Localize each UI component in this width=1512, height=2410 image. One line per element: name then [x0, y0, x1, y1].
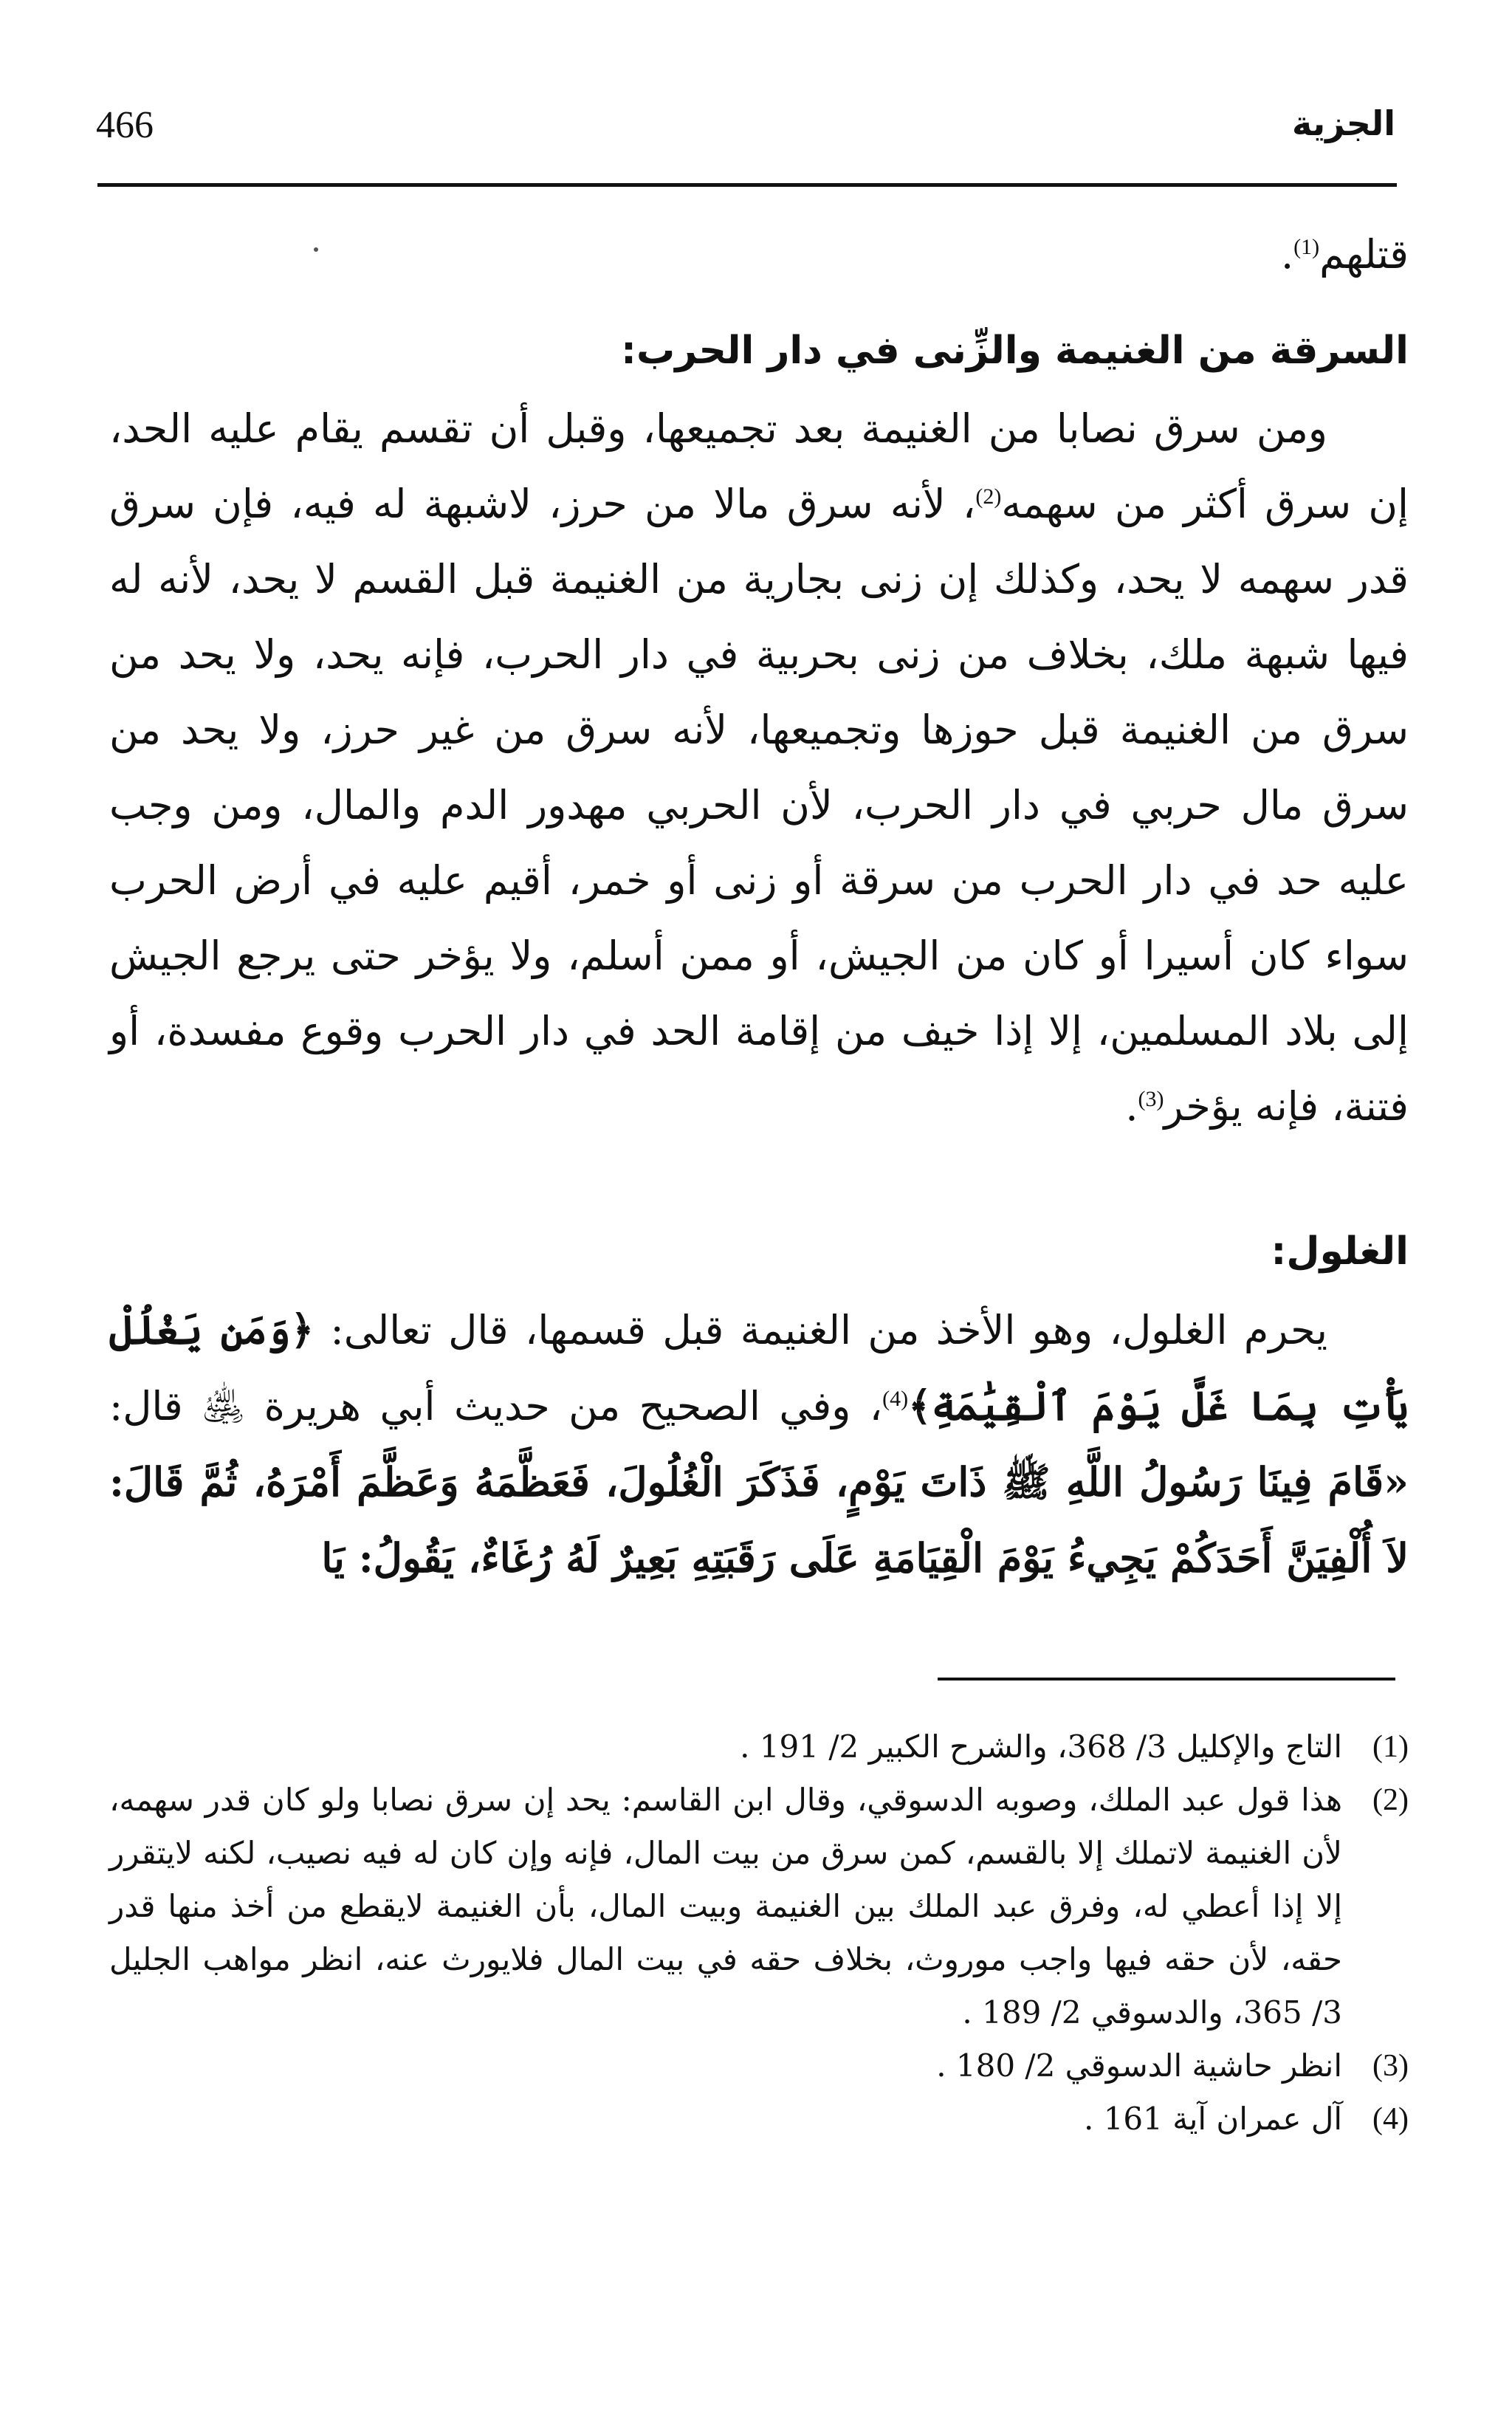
footnote-text: هذا قول عبد الملك، وصوبه الدسوقي، وقال ابن القاسم: يحد إن سرق نصابا ولو كان قدر سهمه، لأن الغنيمة لاتملك إلا بالقسم، كمن سرق من بيت المال، فإنه وإن كان له فيه نصيب، لكنه لايتقرر إلا إذا أعطي له، وفرق عبد الملك بين الغنيمة وبيت المال، بأن الغنيمة لايقطع من أخذ منها قدر حقه، لأن حقه فيها واجب موروث، بخلاف حقه في بيت المال فلايورث عنه، انظر مواهب الجليل 3/ 365، والدسوقي 2/ 189 . — [109, 1782, 1342, 2030]
quran-verse: ﴿وَمَن يَغْلُلْ يَأْتِ بِمَا غَلَّ يَوْمَ ٱلْقِيَٰمَةِ﴾ — [109, 1306, 1409, 1429]
footnote-text: انظر حاشية الدسوقي 2/ 180 . — [936, 2047, 1342, 2084]
main-text — [109, 214, 1409, 1596]
footnote-separator — [938, 1678, 1395, 1681]
page-number: 466 — [96, 104, 154, 146]
page-header — [96, 103, 1395, 185]
footnote-number: (1) — [1372, 1730, 1409, 1764]
footnote-2 — [109, 1774, 1409, 2039]
running-title: الجزية — [1292, 103, 1395, 143]
section-heading-theft: السرقة من الغنيمة والزِّنى في دار الحرب: — [621, 329, 1409, 373]
footnote-ref-2[interactable]: (2) — [975, 484, 1002, 509]
footnote-ref-1[interactable]: (1) — [1293, 235, 1320, 259]
footnote-text: آل عمران آية 161 . — [1083, 2101, 1342, 2137]
footnote-text: التاج والإكليل 3/ 368، والشرح الكبير 2/ 191 . — [740, 1728, 1342, 1765]
footnote-1 — [109, 1720, 1409, 1774]
footnote-ref-3[interactable]: (3) — [1138, 1087, 1164, 1111]
header-rule — [97, 183, 1397, 187]
hadith-text: «قَامَ فِينَا رَسُولُ اللَّهِ ﷺ ذَاتَ يَوْمٍ، فَذَكَرَ الْغُلُولَ، فَعَظَّمَهُ وَعَظَّمَ أَمْرَهُ، ثُمَّ قَالَ: لاَ أُلْفِيَنَّ أَحَدَكُمْ يَجِيءُ يَوْمَ الْقِيَامَةِ عَلَى رَقَبَتِهِ بَعِيرٌ لَهُ رُغَاءٌ، يَقُولُ: يَا — [109, 1458, 1409, 1582]
footnote-3 — [109, 2039, 1409, 2093]
footnote-number: (2) — [1372, 1783, 1409, 1817]
footnote-number: (3) — [1372, 2049, 1409, 2083]
paragraph-theft: ومن سرق نصابا من الغنيمة بعد تجميعها، وقبل أن تقسم يقام عليه الحد، إن سرق أكثر من سهمه$^{(2)}$، لأنه سرق مالا من حرز، لاشبهة له فيه، فإن سرق قدر سهمه لا يحد، وكذلك إن زنى بجارية من الغنيمة قبل القسم لا يحد، لأنه له فيها شبهة ملك، بخلاف من زنى بحربية في دار الحرب، فإنه يحد، ولا يحد من سرق من الغنيمة قبل حوزها وتجميعها، لأنه سرق من غير حرز، ولا يحد من سرق مال حربي في دار الحرب، لأن الحربي مهدور الدم والمال، ومن وجب عليه حد في دار الحرب من سرقة أو زنى أو خمر، أقيم عليه في أرض الحرب سواء كان أسيرا أو كان من الجيش، أو ممن أسلم، ولا يؤخر حتى يرجع الجيش إلى بلاد المسلمين، إلا إذا خيف من إقامة الحد في دار الحرب وقوع مفسدة، أو فتنة، فإنه يؤخر$^{(3)}$. — [109, 405, 1409, 1130]
footnotes — [109, 1720, 1409, 2146]
footnote-number: (4) — [1372, 2102, 1409, 2136]
opening-line: قتلهم$^{(1)}$. — [1281, 231, 1409, 278]
footnote-ref-4[interactable]: (4) — [882, 1387, 909, 1411]
paragraph-ghulul: يحرم الغلول، وهو الأخذ من الغنيمة قبل قسمها، قال تعالى: ﴿وَمَن يَغْلُلْ يَأْتِ بِمَا غَلَّ يَوْمَ ٱلْقِيَٰمَةِ﴾$^{(4)}$، وفي الصحيح من حديث أبي هريرة ﵁ قال: «قَامَ فِينَا رَسُولُ اللَّهِ ﷺ ذَاتَ يَوْمٍ، فَذَكَرَ الْغُلُولَ، فَعَظَّمَهُ وَعَظَّمَ أَمْرَهُ، ثُمَّ قَالَ: لاَ أُلْفِيَنَّ أَحَدَكُمْ يَجِيءُ يَوْمَ الْقِيَامَةِ عَلَى رَقَبَتِهِ بَعِيرٌ لَهُ رُغَاءٌ، يَقُولُ: يَا — [109, 1306, 1409, 1582]
section-heading-ghulul: الغلول: — [1271, 1229, 1409, 1274]
footnote-4 — [109, 2093, 1409, 2146]
